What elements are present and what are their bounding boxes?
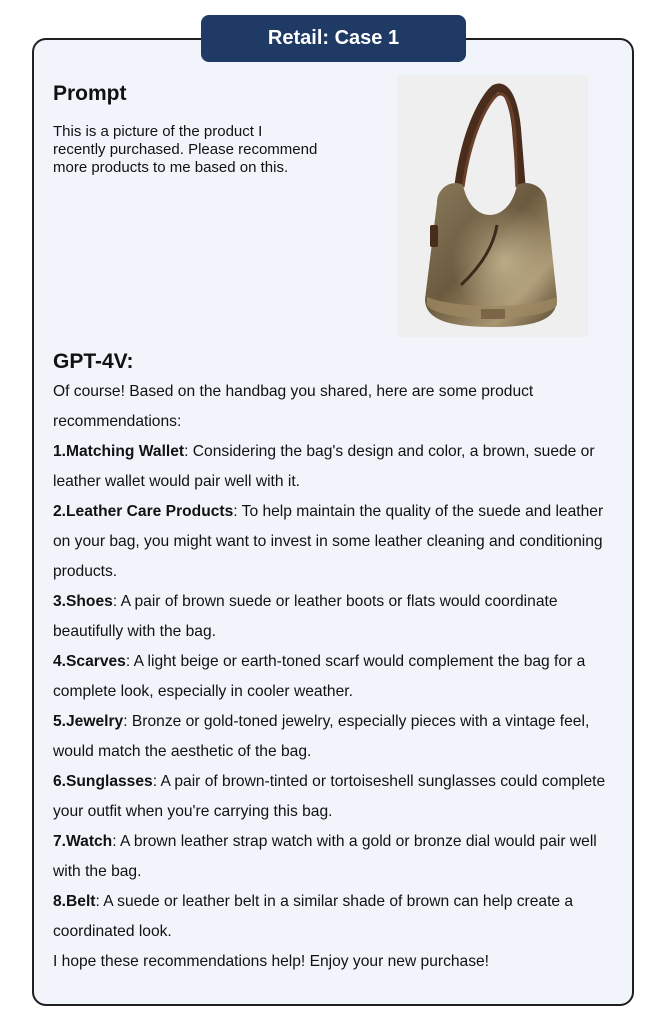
list-item	[53, 647, 618, 707]
response-intro: Of course! Based on the handbag you shared, here are some product recommendations:	[53, 383, 534, 430]
list-item	[53, 827, 618, 887]
list-item	[53, 437, 618, 497]
handbag-product-image	[397, 75, 588, 337]
list-item	[53, 497, 618, 587]
item-text: : A light beige or earth-toned scarf would complement the bag for a complete look, especially in cooler weather.	[53, 653, 586, 700]
response-closing: I hope these recommendations help! Enjoy your new purchase!	[53, 953, 490, 970]
item-title: 7.Watch	[53, 833, 113, 850]
list-item	[53, 767, 618, 827]
item-text: : A pair of brown-tinted or tortoiseshell sunglasses could complete your outfit when you're carrying this bag.	[53, 773, 606, 820]
prompt-text: This is a picture of the product I recently purchased. Please recommend more products to me based on this.	[53, 123, 318, 176]
list-item	[53, 707, 618, 767]
response-body	[53, 377, 618, 977]
item-title: 5.Jewelry	[53, 713, 124, 730]
item-title: 2.Leather Care Products	[53, 503, 234, 520]
list-item	[53, 587, 618, 647]
case-title: Retail: Case 1	[201, 15, 466, 62]
item-text: : To help maintain the quality of the suede and leather on your bag, you might want to invest in some leather cleaning and conditioning products.	[53, 503, 604, 580]
item-text: : A pair of brown suede or leather boots or flats would coordinate beautifully with the bag.	[53, 593, 558, 640]
item-text: : Bronze or gold-toned jewelry, especially pieces with a vintage feel, would match the aesthetic of the bag.	[53, 713, 590, 760]
list-item	[53, 887, 618, 947]
item-text: : Considering the bag's design and color, a brown, suede or leather wallet would pair well with it.	[53, 443, 595, 490]
response-heading: GPT-4V:	[53, 350, 134, 373]
prompt-heading: Prompt	[53, 82, 127, 105]
item-title: 6.Sunglasses	[53, 773, 153, 790]
item-text: : A brown leather strap watch with a gold or bronze dial would pair well with the bag.	[53, 833, 597, 880]
item-title: 1.Matching Wallet	[53, 443, 185, 460]
item-title: 3.Shoes	[53, 593, 113, 610]
item-title: 4.Scarves	[53, 653, 126, 670]
item-text: : A suede or leather belt in a similar shade of brown can help create a coordinated look.	[53, 893, 574, 940]
item-title: 8.Belt	[53, 893, 96, 910]
